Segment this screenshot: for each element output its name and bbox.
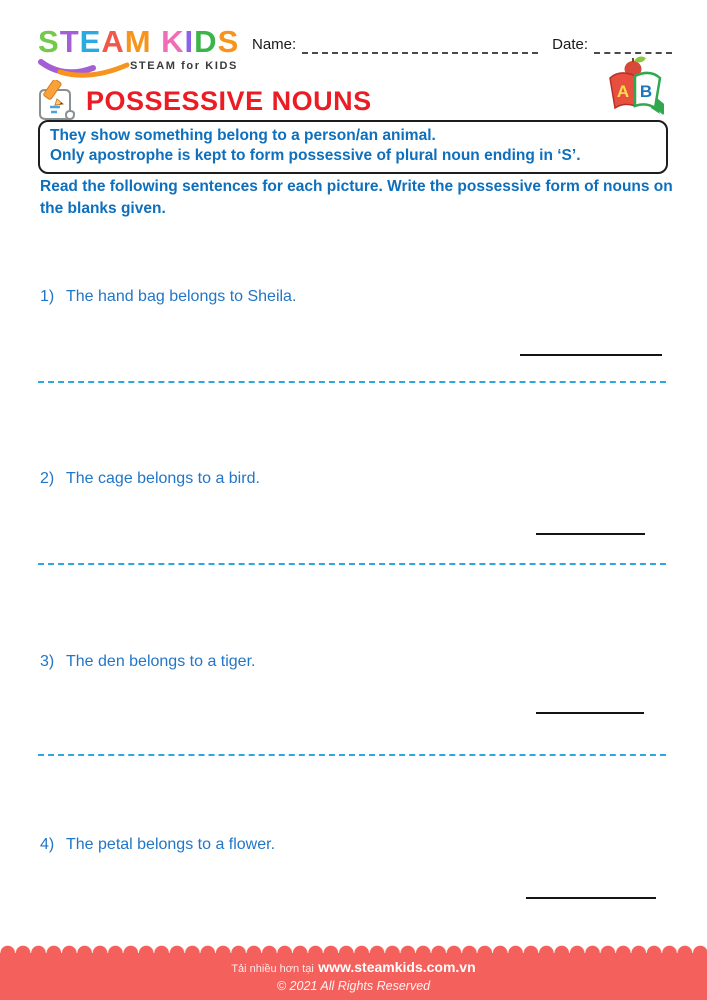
svg-text:A: A [616, 82, 630, 101]
logo-letter: E [79, 24, 102, 59]
footer-copyright: © 2021 All Rights Reserved [276, 979, 431, 993]
page-title: POSSESSIVE NOUNS [86, 85, 372, 116]
footer [0, 944, 707, 1000]
rule-box [38, 120, 668, 174]
name-label: Name: [252, 36, 297, 53]
title-row [36, 80, 372, 122]
question-item-3 [40, 652, 255, 671]
swoosh-icon [38, 59, 130, 79]
answer-blank-2[interactable] [536, 533, 645, 535]
item-sentence: The den belongs to a tiger. [66, 653, 256, 670]
footer-prefix-text: Tải nhiều hơn tại [231, 963, 314, 975]
ab-book-icon [606, 56, 664, 120]
scallop-edge [0, 944, 707, 953]
date-input-line[interactable] [594, 38, 672, 54]
question-item-2 [40, 469, 260, 488]
dashed-separator [38, 754, 666, 756]
logo-tagline: STEAM for KIDS [130, 60, 238, 72]
item-sentence: The hand bag belongs to Sheila. [66, 288, 297, 305]
item-sentence: The cage belongs to a bird. [66, 470, 260, 487]
steam-kids-logo [38, 26, 248, 79]
logo-letter: T [59, 24, 80, 59]
logo-letter: A [101, 24, 125, 59]
question-item-1 [40, 287, 296, 306]
logo-letter: K [161, 24, 185, 59]
item-sentence: The petal belongs to a flower. [66, 836, 276, 853]
footer-website-url: www.steamkids.com.vn [318, 959, 476, 975]
item-number: 3) [40, 653, 55, 670]
answer-blank-1[interactable] [520, 354, 662, 356]
logo-wordmark [38, 26, 248, 57]
footer-body [0, 953, 707, 1000]
answer-blank-3[interactable] [536, 712, 644, 714]
dashed-separator [38, 563, 666, 565]
logo-letter: M [124, 24, 152, 59]
question-item-4 [40, 835, 275, 854]
dashed-separator [38, 381, 666, 383]
answer-blank-4[interactable] [526, 897, 656, 899]
pencil-scroll-icon [36, 80, 78, 122]
rule-line-1: They show something belong to a person/an animal. [50, 127, 436, 144]
item-number: 2) [40, 470, 55, 487]
date-label: Date: [552, 36, 589, 53]
svg-text:B: B [639, 82, 653, 101]
name-date-row [252, 36, 672, 54]
logo-letter: S [38, 24, 60, 59]
rule-line-2: Only apostrophe is kept to form possessive of plural noun ending in ‘S’. [50, 147, 581, 165]
instructions-text: Read the following sentences for each picture. Write the possessive form of nouns on the blanks given. [40, 178, 673, 217]
logo-letter: D [194, 24, 218, 59]
logo-letter: S [217, 24, 240, 59]
item-number: 4) [40, 836, 55, 853]
name-input-line[interactable] [302, 38, 538, 54]
logo-letter: I [184, 24, 195, 59]
item-number: 1) [40, 288, 55, 305]
